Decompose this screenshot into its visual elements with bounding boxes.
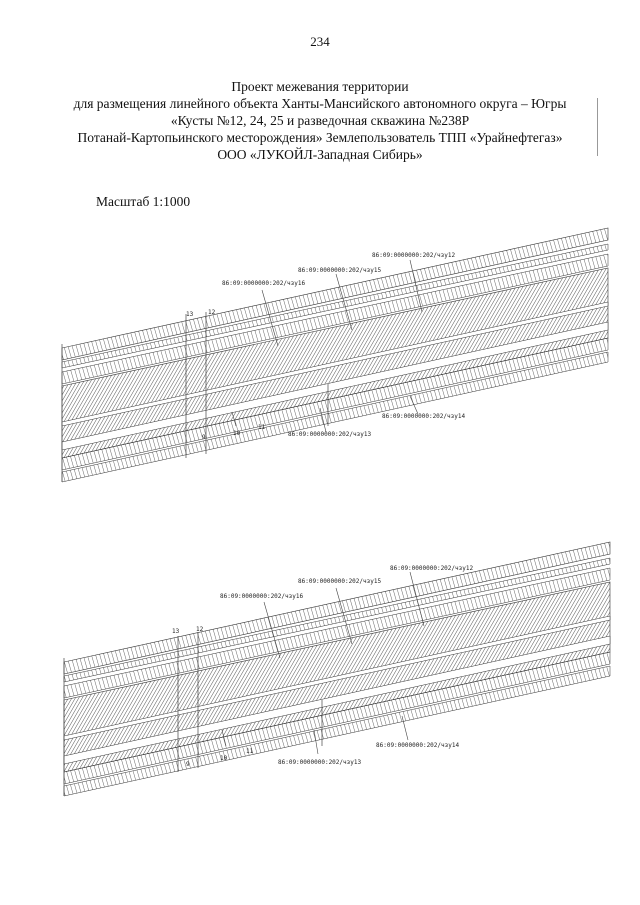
map-1	[0, 226, 640, 488]
title-line-2: для размещения линейного объекта Ханты-Мансийского автономного округа – Югры	[73, 96, 567, 111]
point-label-11: 11	[246, 748, 254, 755]
parcel-label-chzu15-top: 86:09:0000000:202/чзу15	[298, 267, 382, 274]
side-rule	[597, 98, 598, 156]
title-line-4: Потанай-Картопьинского месторождения» Землепользователь ТПП «Урайнефтегаз»	[77, 130, 563, 145]
parcel-label-chzu16-top: 86:09:0000000:202/чзу16	[220, 593, 304, 600]
map-2	[0, 540, 640, 802]
point-label-11: 11	[258, 424, 266, 431]
scale-label: Масштаб 1:1000	[96, 194, 191, 209]
point-label-9: 9	[186, 761, 190, 768]
parcel-label-chzu12-top: 86:09:0000000:202/чзу12	[372, 252, 456, 259]
point-label-12: 12	[208, 309, 216, 316]
point-label-9: 9	[202, 434, 206, 441]
parcel-label-chzu14-bottom: 86:09:0000000:202/чзу14	[376, 742, 460, 749]
title-line-1: Проект межевания территории	[231, 79, 409, 94]
parcel-label-chzu16-top: 86:09:0000000:202/чзу16	[222, 280, 306, 287]
point-label-12: 12	[196, 626, 204, 633]
point-label-10: 10	[220, 755, 228, 762]
parcel-label-chzu14-bottom: 86:09:0000000:202/чзу14	[382, 413, 466, 420]
title-block	[20, 78, 620, 163]
page-number: 234	[310, 34, 330, 49]
point-label-13: 13	[186, 311, 194, 318]
parcel-label-chzu13-bottom: 86:09:0000000:202/чзу13	[278, 759, 362, 766]
parcel-label-chzu12-top: 86:09:0000000:202/чзу12	[390, 565, 474, 572]
parcel-label-chzu13-bottom: 86:09:0000000:202/чзу13	[288, 431, 372, 438]
parcel-label-chzu15-top: 86:09:0000000:202/чзу15	[298, 578, 382, 585]
title-line-5: ООО «ЛУКОЙЛ-Западная Сибирь»	[217, 147, 423, 162]
point-label-10: 10	[233, 430, 241, 437]
point-label-13: 13	[172, 628, 180, 635]
title-line-3: «Кусты №12, 24, 25 и разведочная скважина №238Р	[170, 113, 470, 128]
